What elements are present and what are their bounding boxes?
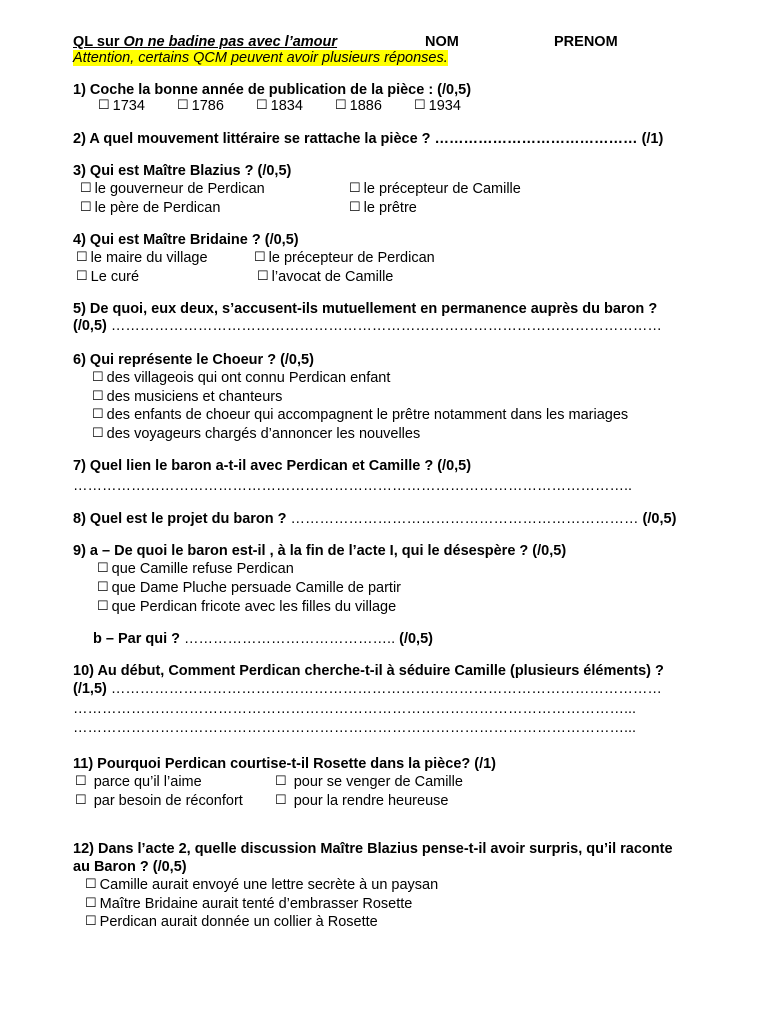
q6-option-4[interactable]: ☐ des voyageurs chargés d’annoncer les nouvelles xyxy=(92,425,421,442)
checkbox-icon: ☐ xyxy=(349,199,361,214)
q1-option-1[interactable]: ☐ 1734 xyxy=(98,97,145,114)
q12-option-1[interactable]: ☐ Camille aurait envoyé une lettre secrète à un paysan xyxy=(85,876,439,893)
q6-option-2[interactable]: ☐ des musiciens et chanteurs xyxy=(92,388,283,405)
q11-option-4[interactable]: ☐ pour la rendre heureuse xyxy=(275,792,449,809)
question-5: 5) De quoi, eux deux, s’accusent-ils mutuellement en permanence auprès du baron ? xyxy=(73,301,658,317)
checkbox-icon: ☐ xyxy=(92,406,104,421)
q11-option-1[interactable]: ☐ parce qu’il l’aime xyxy=(75,773,202,790)
q4-option-2[interactable]: ☐ le précepteur de Perdican xyxy=(254,249,435,266)
warning-note xyxy=(73,49,448,67)
title-prefix: QL sur xyxy=(73,34,124,50)
question-2: 2) A quel mouvement littéraire se rattache la pièce ? …………………………………… (/1) xyxy=(73,131,664,147)
checkbox-icon: ☐ xyxy=(85,876,97,891)
question-4: 4) Qui est Maître Bridaine ? (/0,5) xyxy=(73,232,299,248)
q3-option-4[interactable]: ☐ le prêtre xyxy=(349,199,417,216)
checkbox-icon: ☐ xyxy=(97,560,109,575)
checkbox-icon: ☐ xyxy=(76,268,88,283)
q10-answer-line-3: ……………………………………………………………………………………………………... xyxy=(73,720,637,736)
checkbox-icon: ☐ xyxy=(256,97,268,112)
q12-option-3[interactable]: ☐ Perdican aurait donnée un collier à Rosette xyxy=(85,913,378,930)
checkbox-icon: ☐ xyxy=(349,180,361,195)
checkbox-icon: ☐ xyxy=(335,97,347,112)
q7-answer-line: …………………………………………………………………………………………………….. xyxy=(73,478,633,494)
q10-answer-line-1: (/1,5) …………………………………………………………………………………………………… xyxy=(73,681,662,697)
checkbox-icon: ☐ xyxy=(85,913,97,928)
checkbox-icon: ☐ xyxy=(275,792,287,807)
q12-option-2[interactable]: ☐ Maître Bridaine aurait tenté d’embrasser Rosette xyxy=(85,895,413,912)
q3-option-1[interactable]: ☐ le gouverneur de Perdican xyxy=(80,180,265,197)
q4-option-3[interactable]: ☐ Le curé xyxy=(76,268,140,285)
q10-answer-line-2: ……………………………………………………………………………………………………... xyxy=(73,701,637,717)
question-6: 6) Qui représente le Choeur ? (/0,5) xyxy=(73,352,314,368)
q1-option-2[interactable]: ☐ 1786 xyxy=(177,97,224,114)
prenom-label: PRENOM xyxy=(554,34,618,50)
question-9a: 9) a – De quoi le baron est-il , à la fin de l’acte I, qui le désespère ? (/0,5) xyxy=(73,543,567,559)
warning-text: Attention, certains QCM peuvent avoir plusieurs réponses. xyxy=(73,50,448,66)
checkbox-icon: ☐ xyxy=(92,369,104,384)
checkbox-icon: ☐ xyxy=(75,773,87,788)
checkbox-icon: ☐ xyxy=(177,97,189,112)
checkbox-icon: ☐ xyxy=(414,97,426,112)
checkbox-icon: ☐ xyxy=(97,579,109,594)
question-11: 11) Pourquoi Perdican courtise-t-il Rosette dans la pièce? (/1) xyxy=(73,756,497,772)
checkbox-icon: ☐ xyxy=(92,388,104,403)
q1-option-5[interactable]: ☐ 1934 xyxy=(414,97,461,114)
q9-option-2[interactable]: ☐ que Dame Pluche persuade Camille de partir xyxy=(97,579,402,596)
question-7: 7) Quel lien le baron a-t-il avec Perdican et Camille ? (/0,5) xyxy=(73,458,472,474)
checkbox-icon: ☐ xyxy=(80,180,92,195)
checkbox-icon: ☐ xyxy=(80,199,92,214)
q4-option-1[interactable]: ☐ le maire du village xyxy=(76,249,208,266)
q4-option-4[interactable]: ☐ l’avocat de Camille xyxy=(257,268,394,285)
q11-option-3[interactable]: ☐ par besoin de réconfort xyxy=(75,792,243,809)
q9-option-1[interactable]: ☐ que Camille refuse Perdican xyxy=(97,560,294,577)
q6-option-1[interactable]: ☐ des villageois qui ont connu Perdican enfant xyxy=(92,369,391,386)
q3-option-3[interactable]: ☐ le père de Perdican xyxy=(80,199,221,216)
checkbox-icon: ☐ xyxy=(85,895,97,910)
q3-option-2[interactable]: ☐ le précepteur de Camille xyxy=(349,180,521,197)
question-10: 10) Au début, Comment Perdican cherche-t-il à séduire Camille (plusieurs éléments) ? xyxy=(73,663,664,679)
q6-option-3[interactable]: ☐ des enfants de choeur qui accompagnent le prêtre notamment dans les mariages xyxy=(92,406,629,423)
q5-answer-line: (/0,5) …………………………………………………………………………………………………… xyxy=(73,318,662,334)
nom-label: NOM xyxy=(425,34,459,50)
question-9b: b – Par qui ? …………………………………….. (/0,5) xyxy=(93,631,433,647)
title-play-name: On ne badine pas avec l’amour xyxy=(123,34,338,50)
question-8: 8) Quel est le projet du baron ? ……………………………………………………………… (/0,5) xyxy=(73,511,677,527)
checkbox-icon: ☐ xyxy=(98,97,110,112)
checkbox-icon: ☐ xyxy=(275,773,287,788)
q1-option-4[interactable]: ☐ 1886 xyxy=(335,97,382,114)
question-3: 3) Qui est Maître Blazius ? (/0,5) xyxy=(73,163,292,179)
question-12-cont: au Baron ? (/0,5) xyxy=(73,859,187,875)
checkbox-icon: ☐ xyxy=(254,249,266,264)
question-12: 12) Dans l’acte 2, quelle discussion Maître Blazius pense-t-il avoir surpris, qu’il raconte xyxy=(73,841,673,857)
checkbox-icon: ☐ xyxy=(257,268,269,283)
checkbox-icon: ☐ xyxy=(75,792,87,807)
checkbox-icon: ☐ xyxy=(97,598,109,613)
checkbox-icon: ☐ xyxy=(92,425,104,440)
question-1: 1) Coche la bonne année de publication de la pièce : (/0,5) xyxy=(73,82,472,98)
q9-option-3[interactable]: ☐ que Perdican fricote avec les filles du village xyxy=(97,598,397,615)
checkbox-icon: ☐ xyxy=(76,249,88,264)
q11-option-2[interactable]: ☐ pour se venger de Camille xyxy=(275,773,463,790)
q1-option-3[interactable]: ☐ 1834 xyxy=(256,97,303,114)
